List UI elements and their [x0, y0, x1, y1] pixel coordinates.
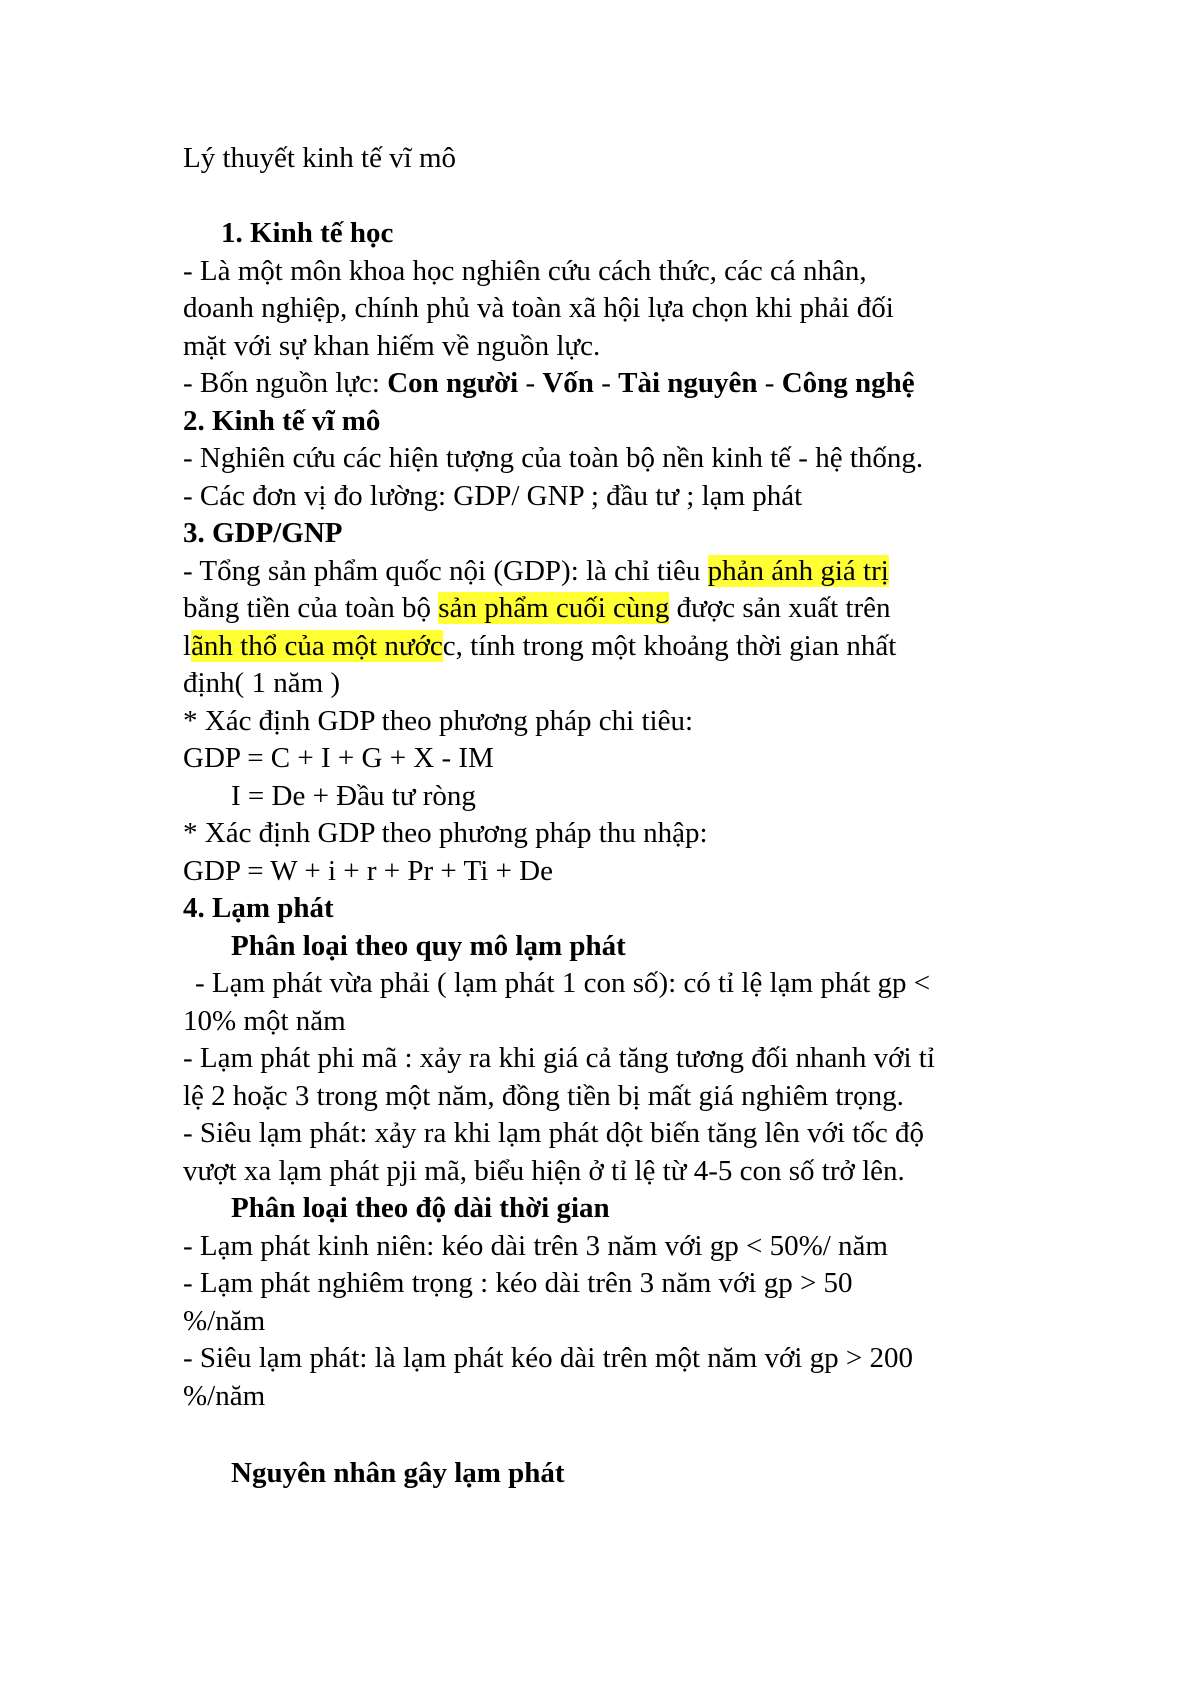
- formula-line: I = De + Đầu tư ròng: [231, 779, 476, 812]
- subheading: Phân loại theo độ dài thời gian: [231, 1192, 610, 1224]
- highlighted-text: sản phẩm cuối cùng: [438, 592, 670, 624]
- resources-line: [183, 365, 1063, 403]
- text-run: - Tổng sản phẩm quốc nội (GDP): là chỉ tiêu: [183, 554, 708, 587]
- paragraph-line: - Lạm phát kinh niên: kéo dài trên 3 năm với gp < 50%/ năm: [183, 1229, 888, 1262]
- paragraph-line: [183, 590, 1063, 628]
- text-run: c, tính trong một khoảng thời gian nhất: [442, 629, 897, 662]
- subheading: Nguyên nhân gây lạm phát: [231, 1457, 565, 1489]
- separator: -: [593, 367, 619, 399]
- paragraph-line: - Nghiên cứu các hiện tượng của toàn bộ nền kinh tế - hệ thống.: [183, 442, 924, 474]
- document-body: [183, 140, 1063, 1493]
- subheading: Phân loại theo quy mô lạm phát: [231, 929, 626, 962]
- paragraph-line: - Là một môn khoa học nghiên cứu cách thức, các cá nhân,: [183, 254, 867, 287]
- paragraph-line: * Xác định GDP theo phương pháp thu nhập:: [183, 817, 708, 849]
- paragraph-line: - Siêu lạm phát: là lạm phát kéo dài trên một năm với gp > 200: [183, 1342, 913, 1374]
- section-heading-1: 1. Kinh tế học: [221, 217, 394, 249]
- formula-line: GDP = C + I + G + X - IM: [183, 742, 494, 774]
- paragraph-line: %/năm: [183, 1379, 266, 1412]
- paragraph-line: vượt xa lạm phát pji mã, biểu hiện ở tỉ lệ từ 4-5 con số trở lên.: [183, 1154, 905, 1187]
- paragraph-line: * Xác định GDP theo phương pháp chi tiêu:: [183, 704, 694, 737]
- formula-line: GDP = W + i + r + Pr + Ti + De: [183, 854, 553, 887]
- paragraph-line: lệ 2 hoặc 3 trong một năm, đồng tiền bị mất giá nghiêm trọng.: [183, 1079, 904, 1112]
- separator: -: [757, 367, 782, 399]
- paragraph-line: mặt với sự khan hiếm về nguồn lực.: [183, 329, 601, 362]
- text-run: l: [183, 629, 192, 662]
- paragraph-line: [183, 628, 1063, 666]
- paragraph-line: - Siêu lạm phát: xảy ra khi lạm phát dột biến tăng lên với tốc độ: [183, 1117, 924, 1149]
- section-heading-3: 3. GDP/GNP: [183, 517, 343, 549]
- section-heading-4: 4. Lạm phát: [183, 892, 334, 924]
- paragraph-line: định( 1 năm ): [183, 667, 341, 699]
- resource-natural: Tài nguyên: [618, 367, 758, 399]
- paragraph-line: - Lạm phát nghiêm trọng : kéo dài trên 3 năm với gp > 50: [183, 1267, 853, 1299]
- paragraph-line: 10% một năm: [183, 1004, 346, 1037]
- highlighted-text: phản ánh giá trị: [707, 554, 889, 587]
- separator: -: [518, 367, 543, 399]
- resources-prefix: - Bốn nguồn lực:: [183, 367, 388, 399]
- paragraph-line: - Lạm phát vừa phải ( lạm phát 1 con số): có tỉ lệ lạm phát gp <: [195, 967, 931, 999]
- resource-capital: Vốn: [542, 367, 594, 399]
- document-title: Lý thuyết kinh tế vĩ mô: [183, 142, 457, 174]
- paragraph-line: doanh nghiệp, chính phủ và toàn xã hội lựa chọn khi phải đối: [183, 292, 894, 324]
- resource-technology: Công nghệ: [781, 367, 915, 399]
- paragraph-line: [183, 553, 1063, 591]
- blank-line: [183, 1415, 1063, 1455]
- highlighted-text: ãnh thổ của một nước: [191, 629, 443, 662]
- text-run: bằng tiền của toàn bộ: [183, 592, 439, 624]
- section-heading-2: 2. Kinh tế vĩ mô: [183, 404, 381, 437]
- text-run: được sản xuất trên: [669, 592, 891, 624]
- paragraph-line: - Lạm phát phi mã : xảy ra khi giá cả tăng tương đối nhanh với tỉ: [183, 1042, 935, 1074]
- resource-human: Con người: [387, 367, 519, 399]
- paragraph-line: - Các đơn vị đo lường: GDP/ GNP ; đầu tư ; lạm phát: [183, 479, 803, 512]
- paragraph-line: %/năm: [183, 1304, 266, 1337]
